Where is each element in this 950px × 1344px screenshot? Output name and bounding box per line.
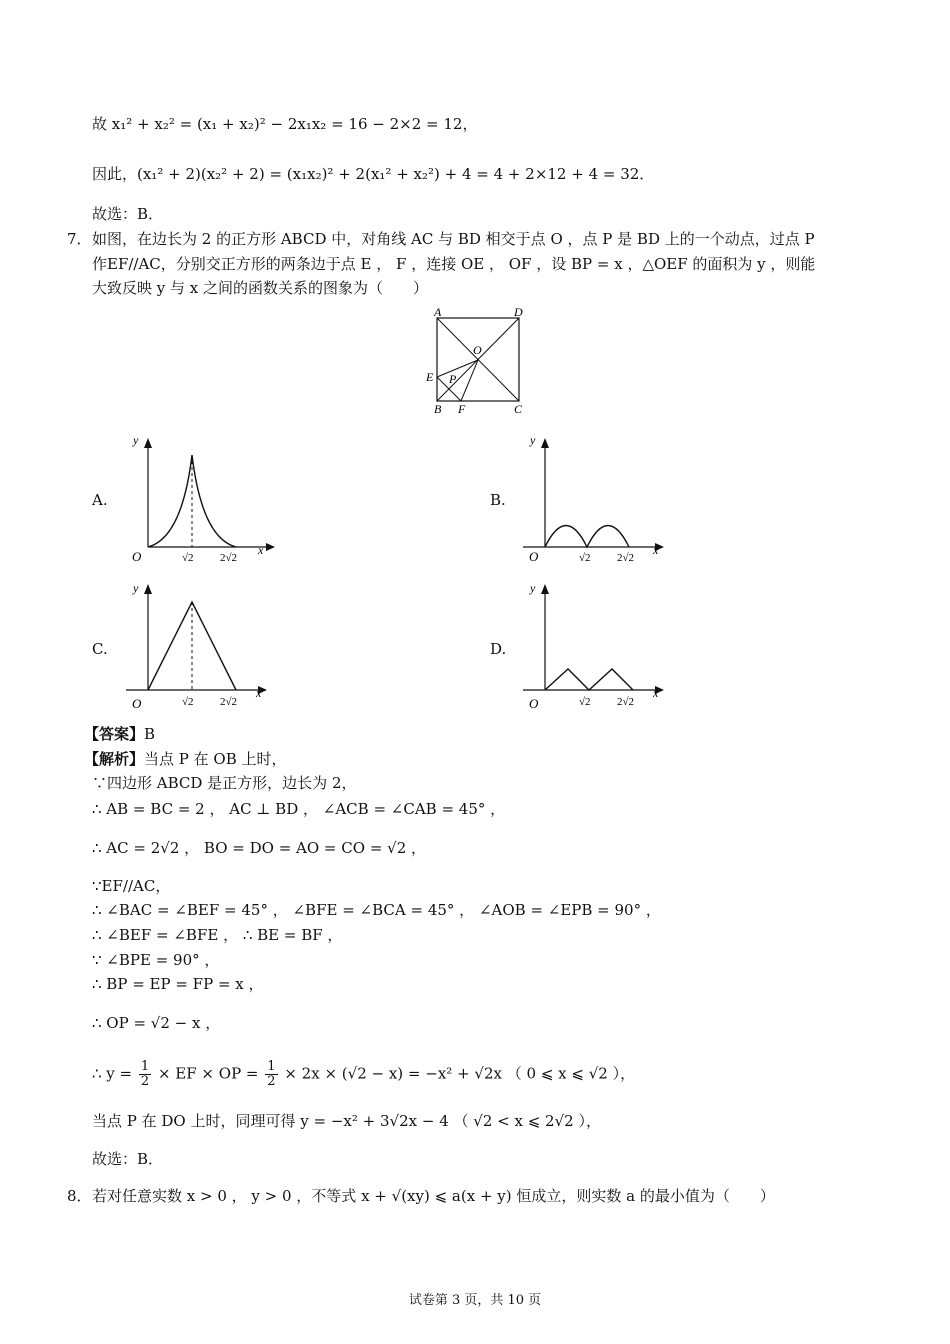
analysis-line-12: 故选：B． [92,1150,164,1168]
axis-x: x [653,686,659,700]
question-7-text-2: 作EF//AC，分别交正方形的两条边于点 E ， F ，连接 OE ， OF ，设 BP = x ，△OEF 的面积为 y ，则能 [92,255,816,273]
label-C: C [514,402,523,416]
eq-part-3: × 2x × (√2 − x) = −x² + √2x （ 0 ⩽ x ⩽ √2 ）， [284,1064,636,1083]
option-c-graph [120,578,280,718]
tick-sqrt2: √2 [579,552,591,564]
analysis-label: 【解析】 [84,750,145,768]
question-7-text-1: 如图，在边长为 2 的正方形 ABCD 中，对角线 AC 与 BD 相交于点 O ，点 P 是 BD 上的一个动点，过点 P [92,230,815,248]
fraction-num: 1 [267,1059,276,1074]
label-O: O [473,343,482,357]
solution-line-1: 故 x₁² + x₂² = (x₁ + x₂)² − 2x₁x₂ = 16 − 2×2 = 12， [92,115,478,133]
analysis-line-4: ∵EF//AC， [92,877,171,895]
analysis-line-9: ∴ OP = √2 − x ， [92,1014,221,1032]
fraction-num: 1 [140,1059,150,1074]
question-7-text-3: 大致反映 y 与 x 之间的函数关系的图象为（ ） [92,279,429,297]
label-D: D [514,305,523,319]
option-a-graph [120,430,280,570]
label-P: P [449,372,457,386]
label-B: B [434,402,442,416]
answer-value: B [144,725,156,743]
fraction-half-1 [139,1060,151,1089]
tick-2sqrt2: 2√2 [220,696,238,708]
tick-2sqrt2: 2√2 [617,696,635,708]
analysis-line-7: ∵ ∠BPE = 90° ， [92,951,220,969]
option-b-graph [517,430,677,570]
question-8-text: 若对任意实数 x > 0 ， y > 0 ，不等式 x + √(xy) ⩽ a(x + y) 恒成立，则实数 a 的最小值为（ ） [92,1187,775,1205]
solution-line-3: 故选：B． [92,205,164,223]
fraction-den: 2 [267,1074,276,1089]
axis-y: y [133,433,139,447]
tick-2sqrt2: 2√2 [617,552,635,564]
axis-y: y [530,433,536,447]
tick-sqrt2: √2 [579,696,591,708]
analysis-line-3: ∴ AC = 2√2 ， BO = DO = AO = CO = √2 ， [92,839,427,857]
question-7-number: 7． [67,230,92,248]
axis-x: x [258,543,264,557]
page-footer: 试卷第 3 页，共 10 页 [408,1293,542,1308]
axis-x: x [256,686,262,700]
square-figure [420,300,535,420]
label-F: F [458,402,466,416]
question-8-number: 8． [67,1187,92,1205]
answer-label: 【答案】 [84,725,145,743]
origin: O [529,696,539,711]
analysis-line-6: ∴ ∠BEF = ∠BFE ， ∴ BE = BF ， [92,926,343,944]
option-d-graph [517,578,677,718]
label-E: E [426,370,434,384]
origin: O [529,549,539,564]
eq-part-2: × EF × OP = [157,1064,259,1083]
fraction-half-2 [265,1060,277,1089]
option-c-label: C. [92,640,108,658]
axis-y: y [530,581,536,595]
analysis-line-5: ∴ ∠BAC = ∠BEF = 45° ， ∠BFE = ∠BCA = 45° ， ∠AOB = ∠EPB = 90° ， [92,901,661,919]
axis-x: x [653,543,659,557]
analysis-line-2: ∴ AB = BC = 2 ， AC ⊥ BD ， ∠ACB = ∠CAB = 45° ， [92,800,506,818]
option-b-label: B. [490,491,506,509]
option-d-label: D. [490,640,507,658]
origin: O [132,696,142,711]
axis-y: y [133,581,139,595]
answer-line [84,724,155,744]
eq-part-1: ∴ y = [92,1064,133,1083]
fraction-den: 2 [140,1074,150,1089]
label-A: A [434,305,442,319]
origin: O [132,549,142,564]
tick-sqrt2: √2 [182,552,194,564]
analysis-line-0 [84,749,287,769]
option-a-label: A. [92,491,108,509]
analysis-line-10 [92,1060,635,1089]
analysis-line-8: ∴ BP = EP = FP = x ， [92,975,264,993]
tick-2sqrt2: 2√2 [220,552,238,564]
analysis-text-0: 当点 P 在 OB 上时， [144,750,287,768]
solution-line-2: 因此，(x₁² + 2)(x₂² + 2) = (x₁x₂)² + 2(x₁² + x₂²) + 4 = 4 + 2×12 + 4 = 32． [92,165,655,183]
analysis-line-1: ∵四边形 ABCD 是正方形，边长为 2， [92,774,357,792]
analysis-line-11: 当点 P 在 DO 上时，同理可得 y = −x² + 3√2x − 4 （ √2 < x ⩽ 2√2 ）， [92,1112,601,1130]
tick-sqrt2: √2 [182,696,194,708]
